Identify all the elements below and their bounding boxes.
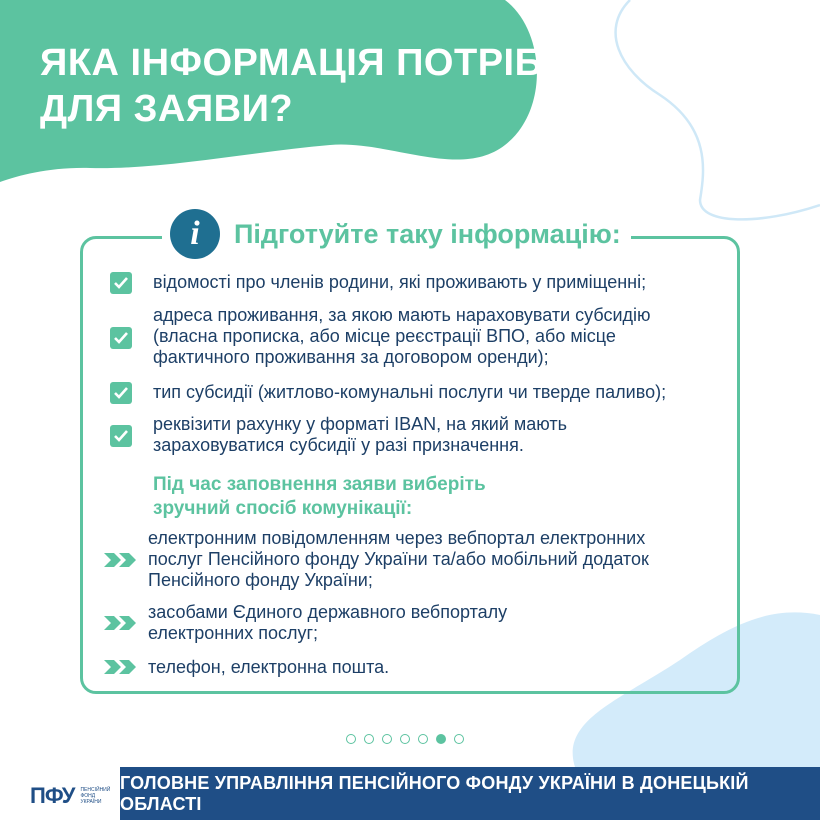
top-right-wave-line bbox=[616, 0, 820, 219]
check-icon bbox=[110, 425, 132, 447]
pagination-dot[interactable] bbox=[382, 734, 392, 744]
communication-item bbox=[104, 602, 704, 644]
pagination-dot[interactable] bbox=[436, 734, 446, 744]
footer-banner bbox=[120, 767, 820, 820]
double-arrow-icon bbox=[104, 549, 140, 571]
pfu-logo bbox=[30, 783, 110, 809]
card-header-text: Підготуйте таку інформацію: bbox=[234, 218, 621, 249]
check-icon bbox=[110, 327, 132, 349]
checklist-item bbox=[110, 380, 710, 404]
double-arrow-icon bbox=[104, 656, 140, 678]
checklist-item bbox=[110, 305, 710, 368]
communication-item bbox=[104, 656, 704, 678]
logo-mark: ПФУ bbox=[30, 783, 75, 808]
pagination-dot[interactable] bbox=[346, 734, 356, 744]
checklist-item bbox=[110, 414, 710, 456]
logo-text: ПЕНСІЙНИЙ ФОНД УКРАЇНИ bbox=[80, 787, 111, 805]
pagination-dot[interactable] bbox=[364, 734, 374, 744]
communication-item-text: засобами Єдиного державного вебпорталу електронних послуг; bbox=[148, 602, 508, 643]
pagination-dot[interactable] bbox=[418, 734, 428, 744]
checklist-item-text: адреса проживання, за якою мають нараховувати субсидію (власна прописка, або місце реєстрації ВПО, або місце фактичного проживання за договором оренди); bbox=[153, 305, 651, 367]
checklist-item-text: реквізити рахунку у форматі IBAN, на який мають зараховуватися субсидії у разі призначення. bbox=[153, 414, 567, 455]
info-icon: i bbox=[170, 209, 220, 259]
pagination-dot[interactable] bbox=[454, 734, 464, 744]
checklist-item-text: відомості про членів родини, які проживають у приміщенні; bbox=[153, 271, 647, 292]
check-icon bbox=[110, 272, 132, 294]
footer-text: ГОЛОВНЕ УПРАВЛІННЯ ПЕНСІЙНОГО ФОНДУ УКРАЇНИ В ДОНЕЦЬКІЙ ОБЛАСТІ bbox=[120, 772, 749, 814]
communication-item-text: телефон, електронна пошта. bbox=[148, 656, 390, 677]
double-arrow-icon bbox=[104, 612, 140, 634]
communication-subheading: Під час заповнення заяви виберіть зручний спосіб комунікації: bbox=[153, 474, 486, 519]
check-icon bbox=[110, 382, 132, 404]
communication-item-text: електронним повідомленням через вебпортал електронних послуг Пенсійного фонду України та/або мобільний додаток Пенсійного фонду України; bbox=[148, 528, 649, 590]
page-title: ЯКА ІНФОРМАЦІЯ ПОТРІБНА ДЛЯ ЗАЯВИ? bbox=[40, 42, 599, 130]
pagination-dots bbox=[346, 734, 464, 744]
checklist-item bbox=[110, 270, 710, 294]
checklist-item-text: тип субсидії (житлово-комунальні послуги чи тверде паливо); bbox=[153, 381, 667, 402]
card-header bbox=[162, 207, 631, 261]
pagination-dot[interactable] bbox=[400, 734, 410, 744]
communication-item bbox=[104, 528, 704, 591]
